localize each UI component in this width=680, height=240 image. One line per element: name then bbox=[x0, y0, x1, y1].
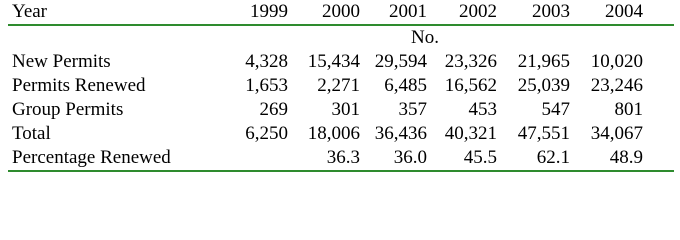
row-label: Percentage Renewed bbox=[12, 147, 171, 168]
table-cell: 6,250 bbox=[245, 123, 288, 144]
year-2004: 2004 bbox=[605, 1, 643, 22]
table-cell: 36.0 bbox=[393, 147, 427, 168]
year-2003: 2003 bbox=[532, 1, 570, 22]
table-row bbox=[8, 122, 674, 146]
table-cell: 34,067 bbox=[590, 123, 643, 144]
table-cell: 10,020 bbox=[590, 51, 643, 72]
table-cell: 547 bbox=[541, 99, 570, 120]
unit-label: No. bbox=[411, 27, 439, 48]
header-row bbox=[8, 0, 674, 24]
table-cell: 36,436 bbox=[374, 123, 427, 144]
table-cell: 36.3 bbox=[326, 147, 360, 168]
table-cell: 21,965 bbox=[517, 51, 570, 72]
table-cell: 40,321 bbox=[444, 123, 497, 144]
table-cell: 357 bbox=[398, 99, 427, 120]
table-cell: 453 bbox=[468, 99, 497, 120]
permits-table bbox=[8, 0, 674, 172]
table-row bbox=[8, 98, 674, 122]
table-row bbox=[8, 74, 674, 98]
table-cell: 16,562 bbox=[444, 75, 497, 96]
table-cell: 4,328 bbox=[245, 51, 288, 72]
row-label: Group Permits bbox=[12, 99, 124, 120]
table-cell: 23,246 bbox=[590, 75, 643, 96]
row-label: Permits Renewed bbox=[12, 75, 146, 96]
table-cell: 301 bbox=[331, 99, 360, 120]
table-cell: 62.1 bbox=[536, 147, 570, 168]
year-2000: 2000 bbox=[322, 1, 360, 22]
unit-row bbox=[8, 26, 674, 50]
table-cell: 6,485 bbox=[384, 75, 427, 96]
table-cell: 47,551 bbox=[517, 123, 570, 144]
year-1999: 1999 bbox=[250, 1, 288, 22]
table-cell: 23,326 bbox=[444, 51, 497, 72]
year-2002: 2002 bbox=[459, 1, 497, 22]
table-cell: 801 bbox=[614, 99, 643, 120]
table-cell: 269 bbox=[259, 99, 288, 120]
table-cell: 2,271 bbox=[317, 75, 360, 96]
table-cell: 18,006 bbox=[307, 123, 360, 144]
row-label: Total bbox=[12, 123, 51, 144]
table-cell: 45.5 bbox=[463, 147, 497, 168]
table-cell: 48.9 bbox=[609, 147, 643, 168]
table-row bbox=[8, 50, 674, 74]
table-cell: 1,653 bbox=[245, 75, 288, 96]
table-cell: 29,594 bbox=[374, 51, 427, 72]
table-cell: 25,039 bbox=[517, 75, 570, 96]
year-2001: 2001 bbox=[389, 1, 427, 22]
row-label: New Permits bbox=[12, 51, 111, 72]
footer-rule bbox=[8, 170, 674, 172]
year-header: Year bbox=[12, 1, 48, 22]
table-row bbox=[8, 146, 674, 170]
table-cell: 15,434 bbox=[307, 51, 360, 72]
